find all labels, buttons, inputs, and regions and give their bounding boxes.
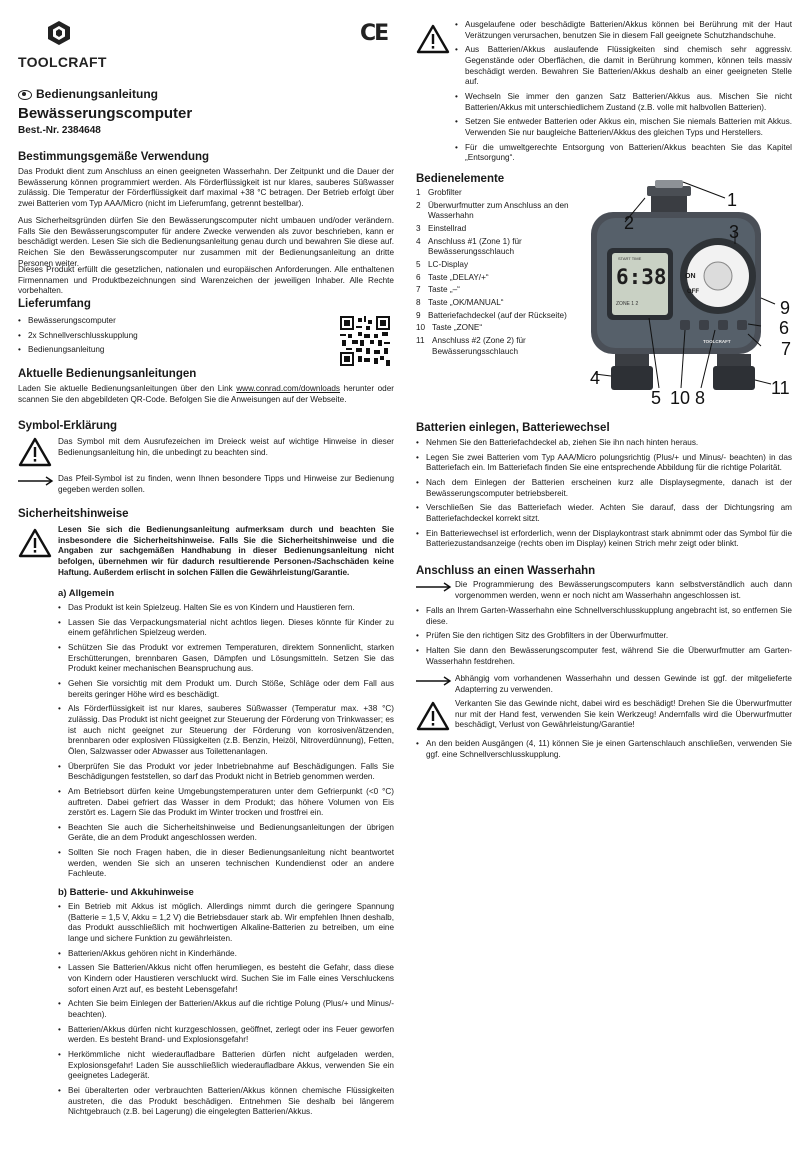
- list-item: • Bei überalterten oder verbrauchten Batterien/Akkus können chemische Flüssigkeiten austreten, die das Produkt beschädigen. Entnehmen Sie deshalb bei längerem Nichtgebrauch (z.B. bei Lagerung) die eingelegten Batterien/Akkus.: [58, 1086, 394, 1118]
- heading-batteries: Batterien einlegen, Batteriewechsel: [416, 422, 610, 434]
- symbol-warning-text: Das Symbol mit dem Ausrufezeichen im Dreieck weist auf wichtige Hinweise in dieser Bedienungsanleitung hin, die unbedingt zu beachten sind.: [58, 437, 394, 457]
- connection-tip-1: Die Programmierung des Bewässerungscomputers kann selbstverständlich auch dann vorgenommen werden, wenn er noch nicht am Wasserhahn angeschlossen ist.: [455, 580, 792, 600]
- list-item: • Ein Batteriewechsel ist erforderlich, wenn der Displaykontrast stark abnimmt oder das Symbol für die Batteriezustandsanzeige (rechts oben im Display) keinen Strich mehr zeigt oder blinkt.: [416, 529, 792, 550]
- warning-icon: [416, 701, 450, 731]
- order-number: Best.-Nr. 2384648: [18, 125, 101, 136]
- intended-use-p1: Das Produkt dient zum Anschluss an einen geeigneten Wasserhahn. Der Zeitpunkt und die Dauer der Bewässerung können programmiert werden. Als Förderflüssigkeit ist nur klares, sauberes Süßwasser zulässig. Die Temperatur der Förderflüssigkeit darf maximal +38 °C betragen. Der Betrieb erfolgt über zwei Batterien vom Typ AAA/Micro (nicht im Lieferumfang, getrennt bestellbar).: [18, 167, 394, 208]
- connection-list: [416, 606, 792, 671]
- qr-code-icon[interactable]: [340, 316, 390, 366]
- warning-icon: [18, 528, 52, 558]
- list-item: 11 Anschluss #2 (Zone 2) für Bewässerungsschlauch: [416, 335, 526, 356]
- list-item: • Überprüfen Sie das Produkt vor jeder Inbetriebnahme auf Beschädigungen. Falls Sie Beschädigungen feststellen, so darf das Produkt nicht in Betrieb genommen werden.: [58, 762, 394, 783]
- list-item: • Bedienungsanleitung: [18, 345, 318, 356]
- device-display-top: START TIME: [618, 256, 642, 261]
- arrow-right-icon: [18, 476, 54, 486]
- list-item: • Lassen Sie Batterien/Akkus nicht offen herumliegen, es besteht die Gefahr, dass diese von Kindern oder Haustieren verschluckt wird. Suchen Sie im Falle eines Verschluckens sofort einen Arzt auf, es besteht Lebensgefahr!: [58, 963, 394, 995]
- connection-warning: Verkanten Sie das Gewinde nicht, dabei wird es beschädigt! Drehen Sie die Überwurfmutter nur mit der Hand fest, verwenden Sie kein Werkzeug! Andernfalls wird die Überwurfmutter beschädigt, Verlust von Gewährleistung/Garantie!: [455, 699, 792, 730]
- safety-intro: Lesen Sie sich die Bedienungsanleitung aufmerksam durch und beachten Sie insbesondere die Sicherheitshinweise. Falls Sie die Sicherheitshinweise und die Angaben zur sachgemäßen Handhabung in dieser Bedienungsanleitung nicht befolgen, übernehmen wir für dadurch resultierende Personen-/Sachschäden keine Haftung. Außerdem erlischt in solchen Fällen die Gewährleistung/Garantie.: [58, 525, 394, 577]
- list-item: • Lassen Sie das Verpackungsmaterial nicht achtlos liegen. Dieses könnte für Kinder zu einem gefährlichen Spielzeug werden.: [58, 618, 394, 639]
- heading-intended-use: Bestimmungsgemäße Verwendung: [18, 151, 210, 163]
- list-item: • Verschließen Sie das Batteriefach wieder. Achten Sie darauf, dass der Dichtungsring am Batteriefachdeckel korrekt sitzt.: [416, 503, 792, 524]
- callout-10: 10: [670, 388, 691, 408]
- intended-use-p2: Aus Sicherheitsgründen dürfen Sie den Bewässerungscomputer nicht umbauen und/oder verändern. Falls Sie den Bewässerungscomputer für andere Zwecke verwenden als zuvor beschrieben, kann er beschädigt werden. Lesen Sie sich die Bedienungsanleitung genau durch und bewahren Sie diese auf. Reichen Sie den Bewässerungscomputer nur zusammen mit der Bedienungsanleitung an dritte Personen weiter.: [18, 216, 394, 268]
- list-item: 2 Überwurfmutter zum Anschluss an den Wasserhahn: [416, 200, 569, 221]
- list-item: • Batterien/Akkus dürfen nicht kurzgeschlossen, geöffnet, zerlegt oder ins Feuer geworfen werden. Es besteht Brand- und Explosionsgefahr!: [58, 1025, 394, 1046]
- list-item: • Das Produkt ist kein Spielzeug. Halten Sie es von Kindern und Haustieren fern.: [58, 603, 394, 614]
- list-item: • Legen Sie zwei Batterien vom Typ AAA/Micro polungsrichtig (Plus/+ und Minus/- beachten) in das Batteriefach ein. Im Batteriefach finden Sie eine entsprechende Abbildung für die richtige Polarität.: [416, 453, 792, 474]
- brand-name: TOOLCRAFT: [18, 54, 107, 70]
- list-item: 7 Taste „–“: [416, 285, 460, 295]
- list-item: • Halten Sie dann den Bewässerungscomputer fest, während Sie die Überwurfmutter am Garten-Wasserhahn festdrehen.: [416, 646, 792, 667]
- list-item: • Batterien/Akkus gehören nicht in Kinderhände.: [58, 949, 394, 960]
- list-item: • Herkömmliche nicht wiederaufladbare Batterien dürfen nicht aufgeladen werden, Explosionsgefahr! Laden Sie ausschließlich wiederaufladbare Akkus, verwenden Sie ein geeignetes Ladegerät.: [58, 1050, 394, 1082]
- list-item: • Prüfen Sie den richtigen Sitz des Grobfilters in der Überwurfmutter.: [416, 631, 792, 642]
- warning-icon: [416, 24, 450, 54]
- battery-list: [58, 902, 394, 1122]
- list-item: • Achten Sie beim Einlegen der Batterien/Akkus auf die richtige Polung (Plus/+ und Minus/- beachten).: [58, 999, 394, 1020]
- list-item: • Als Förderflüssigkeit ist nur klares, sauberes Süßwasser (Temperatur max. +38 °C) zulässig. Das Produkt ist nicht geeignet zur Steuerung der Förderung von Trinkwasser; es ist auch nicht geeignet zur Steuerung der Förderung von korrosiven/ätzenden, brennbaren oder explosiven Flüssigkeiten (z.B. Benzin, Heizöl, Nitroverdünnung), Fetten, Ölen, Salzwasser oder Abwasser aus Toilettenanlagen.: [58, 704, 394, 757]
- list-item: 9 Batteriefachdeckel (auf der Rückseite): [416, 310, 567, 320]
- heading-general: a) Allgemein: [58, 588, 115, 599]
- brand-logo: [18, 20, 118, 72]
- list-item: • Für die umweltgerechte Entsorgung von Batterien/Akkus beachten Sie das Kapitel „Entsorgung“.: [455, 143, 792, 164]
- controls-list: [416, 188, 576, 359]
- list-item: 5 LC-Display: [416, 259, 469, 269]
- device-display-time: 6:38: [616, 265, 667, 289]
- list-item: 4 Anschluss #1 (Zone 1) für Bewässerungsschlauch: [416, 236, 522, 257]
- intended-use-p3: Dieses Produkt erfüllt die gesetzlichen, nationalen und europäischen Anforderungen. Alle enthaltenen Firmennamen und Produktbezeichnungen sind Warenzeichen der jeweiligen Inhaber. Alle Rechte vorbehalten.: [18, 265, 394, 296]
- callout-9: 9: [780, 298, 791, 318]
- callout-1: 1: [727, 190, 738, 210]
- manual-text: Bedienungsanleitung: [36, 87, 159, 101]
- list-item: • Sollten Sie noch Fragen haben, die in dieser Bedienungsanleitung nicht beantwortet werden, wenden Sie sich an unseren technischen Kundendienst oder an andere Fachleute.: [58, 848, 394, 880]
- ce-mark: CE: [360, 21, 388, 46]
- device-brand: TOOLCRAFT: [703, 339, 731, 344]
- scope-list: [18, 316, 318, 360]
- list-item: • 2x Schnellverschlusskupplung: [18, 331, 318, 342]
- list-item: • An den beiden Ausgängen (4, 11) können Sie je einen Gartenschlauch anschließen, verwenden Sie ggf. eine Schnellverschlusskupplung.: [416, 739, 792, 760]
- connection-final: [416, 739, 792, 764]
- device-dial-on: ON: [685, 273, 696, 280]
- arrow-right-icon: [416, 676, 452, 686]
- callout-11: 11: [771, 378, 790, 398]
- device-dial-off: OFF: [687, 289, 699, 295]
- list-item: • Ein Betrieb mit Akkus ist möglich. Allerdings nimmt durch die geringere Spannung (Batterie = 1,5 V, Akku = 1,2 V) die Betriebsdauer stark ab. Wir empfehlen Ihnen deshalb, das Produkt ausschließlich mit hochwertigen Alkaline-Batterien zu betreiben, um eine lange und sichere Funktion zu gewährleisten.: [58, 902, 394, 945]
- heading-symbols: Symbol-Erklärung: [18, 420, 118, 432]
- device-display-zone: ZONE 1 2: [616, 301, 639, 307]
- list-item: 1 Grobfilter: [416, 188, 462, 197]
- callout-2: 2: [624, 213, 635, 233]
- list-item: • Beachten Sie auch die Sicherheitshinweise und Bedienungsanleitungen der übrigen Geräte, die an dem Produkt angeschlossen werden.: [58, 823, 394, 844]
- list-item: • Wechseln Sie immer den ganzen Satz Batterien/Akkus aus. Mischen Sie nicht Batterien/Akkus mit unterschiedlichem Zustand (z.B. volle mit halbvollen Batterien).: [455, 92, 792, 113]
- list-item: 8 Taste „OK/MANUAL“: [416, 297, 504, 307]
- page-title: Bewässerungscomputer: [18, 105, 193, 122]
- list-item: 10 Taste „ZONE“: [416, 323, 483, 333]
- arrow-right-icon: [416, 582, 452, 592]
- updates-post: herunter oder scannen Sie den abgebildeten QR-Code. Befolgen Sie die Anweisungen auf der Webseite.: [18, 384, 394, 404]
- symbol-arrow-text: Das Pfeil-Symbol ist zu finden, wenn Ihnen besondere Tipps und Hinweise zur Bedienung gegeben werden sollen.: [58, 474, 394, 494]
- manual-label: [18, 87, 158, 103]
- callout-6: 6: [779, 318, 790, 338]
- heading-safety: Sicherheitshinweise: [18, 508, 129, 520]
- callout-5: 5: [651, 388, 662, 408]
- toolcraft-logo-icon: [46, 20, 72, 46]
- warning-icon: [18, 437, 52, 467]
- list-item: • Setzen Sie entweder Batterien oder Akkus ein, mischen Sie niemals Batterien mit Akkus. Verwenden Sie nur baugleiche Batterien/Akkus des gleichen Typs und Herstellers.: [455, 117, 792, 138]
- list-item: • Aus Batterien/Akkus auslaufende Flüssigkeiten sind chemisch sehr aggressiv. Gegenstände oder Oberflächen, die damit in Berührung kommen, können teils massiv beschädigt werden. Bewahren Sie Batterien/Akkus deshalb an einer geeigneten Stelle auf.: [455, 45, 792, 88]
- batteries-list: [416, 438, 792, 554]
- list-item: 3 Einstellrad: [416, 223, 467, 233]
- updates-pre: Laden Sie aktuelle Bedienungsanleitungen über den Link: [18, 384, 237, 393]
- list-item: • Am Betriebsort dürfen keine Umgebungstemperaturen unter dem Gefrierpunkt (<0 °C) auftreten. Dabei gefriert das Wasser in dem Produkt; das höhere Volumen von Eis zerstört es. Lagern Sie das Produkt im Winter trocken und frostfrei ein.: [58, 787, 394, 819]
- heading-scope: Lieferumfang: [18, 298, 91, 310]
- updates-text: [18, 384, 394, 405]
- heading-connection: Anschluss an einen Wasserhahn: [416, 565, 596, 577]
- battery-list-continued: [455, 20, 792, 168]
- list-item: • Nehmen Sie den Batteriefachdeckel ab, ziehen Sie ihn nach hinten heraus.: [416, 438, 792, 449]
- eye-icon: [18, 90, 32, 100]
- download-link[interactable]: www.conrad.com/downloads: [236, 384, 341, 393]
- list-item: • Gehen Sie vorsichtig mit dem Produkt um. Durch Stöße, Schläge oder dem Fall aus bereits geringer Höhe wird es beschädigt.: [58, 679, 394, 700]
- heading-updates: Aktuelle Bedienungsanleitungen: [18, 368, 197, 380]
- list-item: • Schützen Sie das Produkt vor extremen Temperaturen, direktem Sonnenlicht, starken Erschütterungen, brennbaren Gasen, Dämpfen und Lösungsmitteln. Setzen Sie das Produkt keiner mechanischen Beanspruchung aus.: [58, 643, 394, 675]
- list-item: • Ausgelaufene oder beschädigte Batterien/Akkus können bei Berührung mit der Haut Verätzungen verursachen, benutzen Sie in diesem Fall geeignete Schutzhandschuhe.: [455, 20, 792, 41]
- list-item: • Falls an Ihrem Garten-Wasserhahn eine Schnellverschlusskupplung angebracht ist, so entfernen Sie diese.: [416, 606, 792, 627]
- callout-7: 7: [781, 339, 792, 359]
- callout-4: 4: [590, 368, 601, 388]
- heading-battery: b) Batterie- und Akkuhinweise: [58, 887, 194, 898]
- list-item: 6 Taste „DELAY/+“: [416, 272, 489, 282]
- list-item: • Nach dem Einlegen der Batterien erscheinen kurz alle Displaysegmente, danach ist der Bewässerungscomputer betriebsbereit.: [416, 478, 792, 499]
- list-item: • Bewässerungscomputer: [18, 316, 318, 327]
- callout-3: 3: [729, 222, 740, 242]
- general-list: [58, 603, 394, 884]
- heading-controls: Bedienelemente: [416, 173, 505, 185]
- connection-tip-2: Abhängig vom vorhandenen Wasserhahn und dessen Gewinde ist ggf. der mitgelieferte Adapterring zu verwenden.: [455, 674, 792, 694]
- callout-8: 8: [695, 388, 706, 408]
